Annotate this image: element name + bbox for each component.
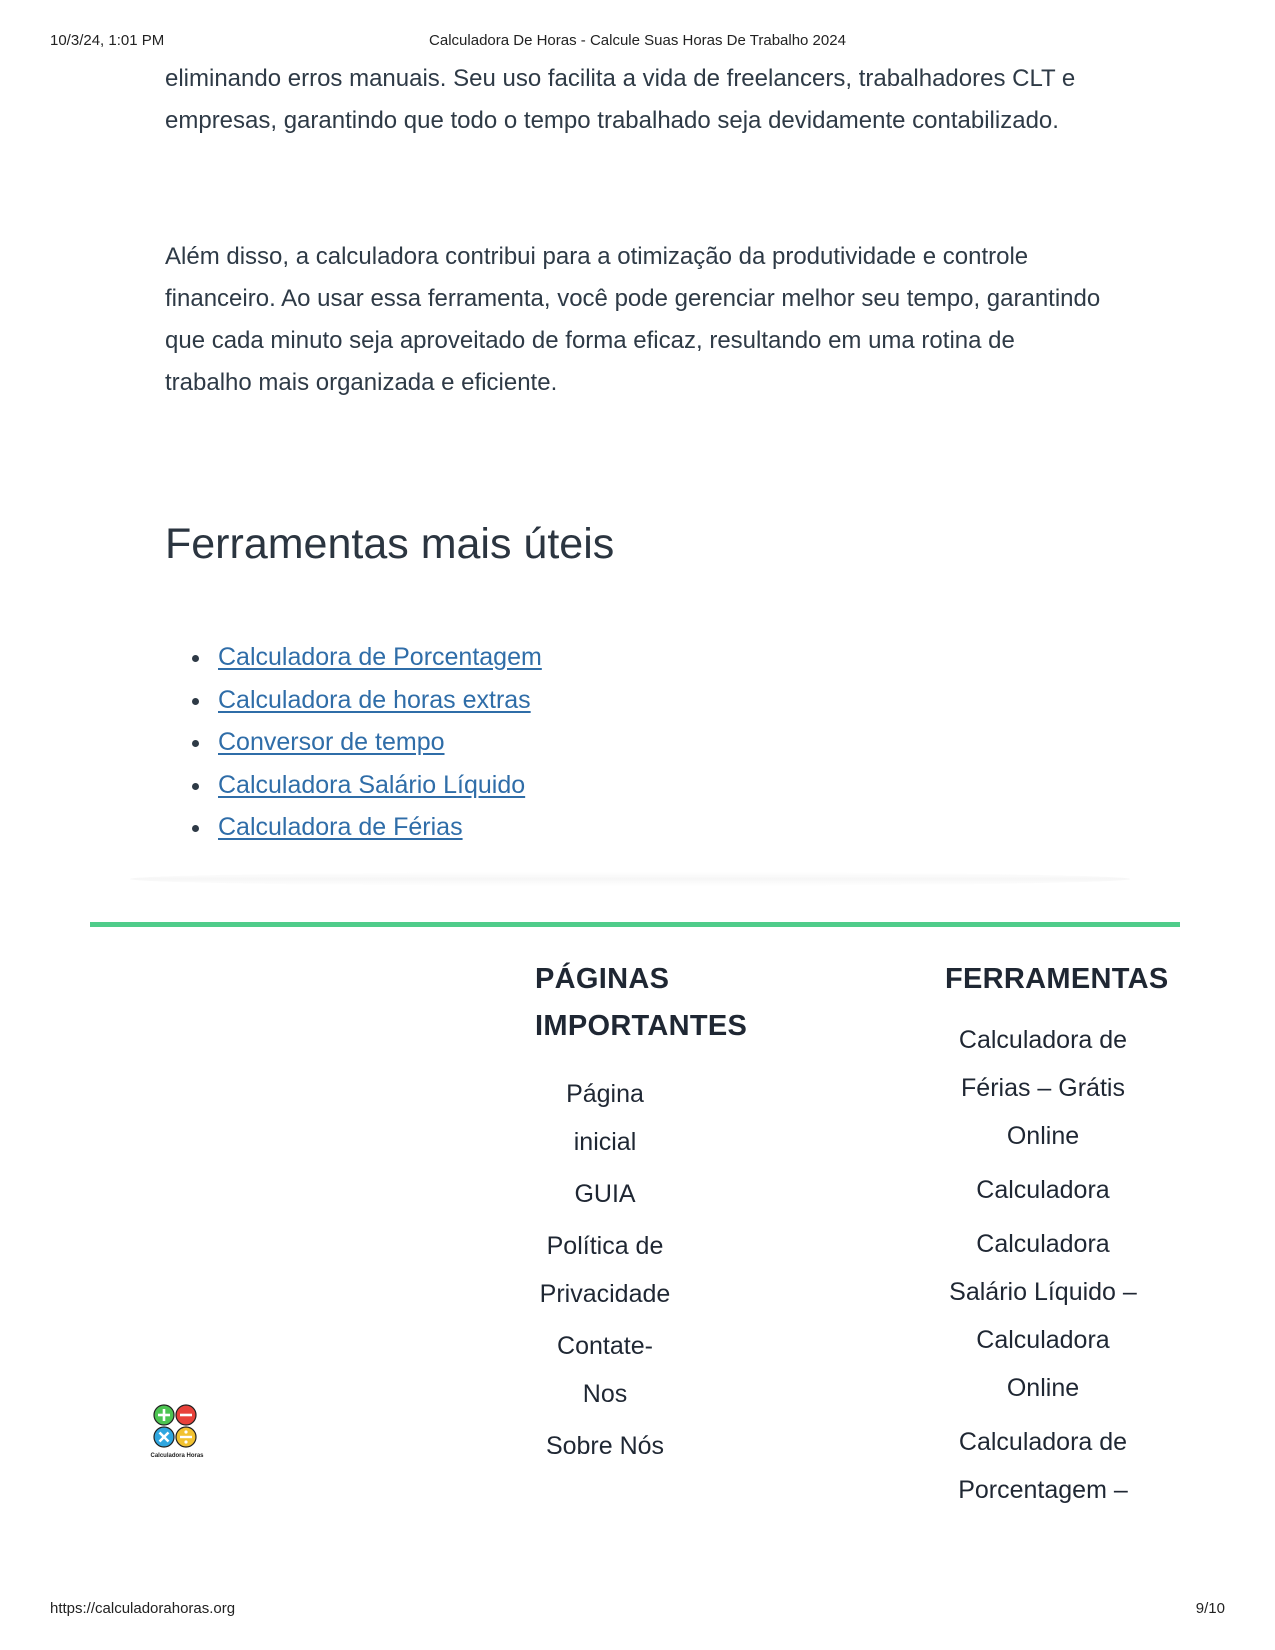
print-footer-page-number: 9/10 bbox=[1195, 1600, 1225, 1617]
footer-pages-list bbox=[535, 1070, 675, 1470]
footer-accent-rule bbox=[90, 922, 1180, 927]
footer-link-home[interactable]: Página inicial bbox=[566, 1080, 644, 1156]
list-item bbox=[165, 636, 542, 679]
footer-pages-heading: PÁGINAS IMPORTANTES bbox=[535, 963, 748, 1042]
logo-text: Calculadora Horas bbox=[150, 1453, 204, 1459]
footer-link-privacy[interactable]: Política de Privacidade bbox=[539, 1232, 671, 1308]
footer-link-about[interactable]: Sobre Nós bbox=[545, 1432, 665, 1460]
article-paragraph: Além disso, a calculadora contribui para a otimização da produtividade e controle financeiro. Ao usar essa ferramenta, você pode gerenciar melhor seu tempo, garantindo que cada minuto seja aproveitado de forma eficaz, resultando em uma rotina de trabalho mais organizada e eficiente. bbox=[165, 243, 1101, 396]
print-header-date: 10/3/24, 1:01 PM bbox=[50, 32, 165, 49]
list-item bbox=[165, 806, 542, 849]
tool-link-ferias[interactable]: Calculadora de Férias bbox=[218, 813, 463, 841]
tool-link-porcentagem[interactable]: Calculadora de Porcentagem bbox=[218, 643, 542, 671]
print-header-title: Calculadora De Horas - Calcule Suas Horas De Trabalho 2024 bbox=[429, 32, 846, 49]
list-item bbox=[165, 679, 542, 722]
footer-tools-column bbox=[945, 956, 1245, 1520]
print-footer-url: https://calculadorahoras.org bbox=[50, 1600, 236, 1617]
list-item bbox=[165, 721, 542, 764]
tools-section-heading: Ferramentas mais úteis bbox=[165, 520, 615, 568]
footer-tool-link-calculadora[interactable]: Calculadora bbox=[976, 1176, 1110, 1204]
article-paragraph: eliminando erros manuais. Seu uso facilita a vida de freelancers, trabalhadores CLT e empresas, garantindo que todo o tempo trabalhado seja devidamente contabilizado. bbox=[165, 65, 1076, 134]
tool-link-salario-liquido[interactable]: Calculadora Salário Líquido bbox=[218, 770, 526, 799]
footer-pages-column bbox=[535, 956, 795, 1474]
list-item bbox=[165, 764, 542, 807]
calculator-operations-icon[interactable] bbox=[146, 1402, 208, 1460]
footer-tools-list bbox=[945, 1016, 1141, 1514]
footer-tool-link-porcentagem[interactable]: Calculadora de Porcentagem – bbox=[958, 1428, 1128, 1504]
footer-tool-link-salario-liquido[interactable]: Calculadora Salário Líquido – Calculadora Online bbox=[949, 1230, 1137, 1402]
tools-list bbox=[165, 636, 542, 849]
tool-link-horas-extras[interactable]: Calculadora de horas extras bbox=[218, 685, 531, 714]
section-divider-shadow bbox=[130, 872, 1130, 886]
tool-link-conversor-tempo[interactable]: Conversor de tempo bbox=[218, 728, 445, 756]
footer-tool-link-ferias[interactable]: Calculadora de Férias – Grátis Online bbox=[958, 1026, 1128, 1150]
footer-tools-heading: FERRAMENTAS bbox=[945, 963, 1169, 995]
footer-link-guia[interactable]: GUIA bbox=[574, 1180, 636, 1208]
footer-link-contact[interactable]: Contate-Nos bbox=[557, 1332, 653, 1408]
